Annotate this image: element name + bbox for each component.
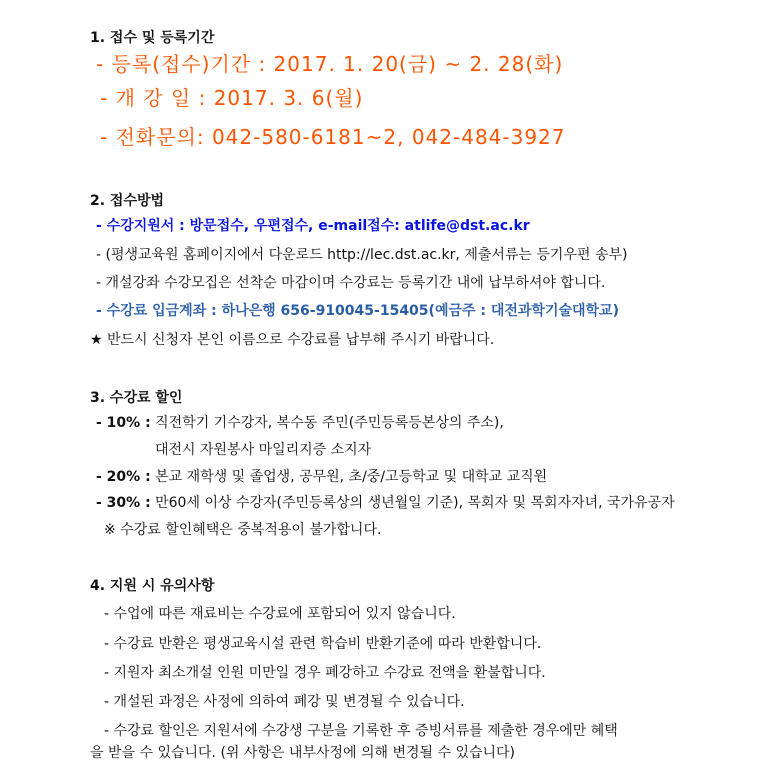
- discount-rate: - 10% :: [96, 415, 151, 431]
- precaution-line: - 지원자 최소개설 인원 미만일 경우 폐강하고 수강료 전액을 환불합니다.: [104, 665, 546, 681]
- registration-period: - 등록(접수)기간 : 2017. 1. 20(금) ~ 2. 28(화): [96, 52, 564, 76]
- application-method-line: - 수강지원서 : 방문접수, 우편접수, e-mail접수: atlife@dst.ac.kr: [96, 218, 530, 234]
- download-info-line: - (평생교육원 홈페이지에서 다운로드 http://lec.dst.ac.kr, 제출서류는 등기우편 송부): [96, 247, 628, 263]
- discount-condition: 만60세 이상 수강자(주민등록상의 생년월일 기준), 목회자 및 목회자자녀, 국가유공자: [155, 495, 675, 511]
- discount-condition: 본교 재학생 및 졸업생, 공무원, 초/중/고등학교 및 대학교 교직원: [155, 469, 548, 485]
- bank-account-line: - 수강료 입금계좌 : 하나은행 656-910045-15405(예금주 : 대전과학기술대학교): [96, 303, 619, 319]
- discount-rate: - 30% :: [96, 495, 151, 511]
- precaution-line: - 수업에 따른 재료비는 수강료에 포함되어 있지 않습니다.: [104, 606, 456, 622]
- discount-condition: 직전학기 기수강자, 복수동 주민(주민등록등본상의 주소),: [155, 415, 504, 431]
- discount-10: [96, 414, 504, 432]
- precaution-line: - 개설된 과정은 사정에 의하여 폐강 및 변경될 수 있습니다.: [104, 694, 465, 710]
- discount-rate: - 20% :: [96, 469, 151, 485]
- enrollment-notice-line: - 개설강좌 수강모집은 선착순 마감이며 수강료는 등록기간 내에 납부하셔야 합니다.: [96, 275, 606, 291]
- section-heading: 3. 수강료 할인: [90, 390, 183, 406]
- precaution-line: - 수강료 할인은 지원서에 수강생 구분을 기록한 후 증빙서류를 제출한 경우에만 혜택: [104, 723, 618, 739]
- payment-notice-line: ★ 반드시 신청자 본인 이름으로 수강료를 납부해 주시기 바랍니다.: [90, 332, 495, 348]
- discount-30: [96, 494, 675, 512]
- discount-20: [96, 468, 547, 486]
- precaution-line: - 수강료 반환은 평생교육시설 관련 학습비 반환기준에 따라 반환합니다.: [104, 636, 542, 652]
- phone-inquiry: - 전화문의: 042-580-6181~2, 042-484-3927: [100, 125, 566, 149]
- precaution-line-cont: 을 받을 수 있습니다. (위 사항은 내부사정에 의해 변경될 수 있습니다): [90, 745, 516, 761]
- discount-10-cont: 대전시 자원봉사 마일리지증 소지자: [155, 442, 372, 458]
- discount-note: ※ 수강료 할인혜택은 중복적용이 불가합니다.: [104, 522, 382, 538]
- section-heading: 2. 접수방법: [90, 193, 165, 209]
- course-start-date: - 개 강 일 : 2017. 3. 6(월): [100, 86, 364, 110]
- section-heading: 4. 지원 시 유의사항: [90, 578, 215, 594]
- section-heading: 1. 접수 및 등록기간: [90, 30, 215, 46]
